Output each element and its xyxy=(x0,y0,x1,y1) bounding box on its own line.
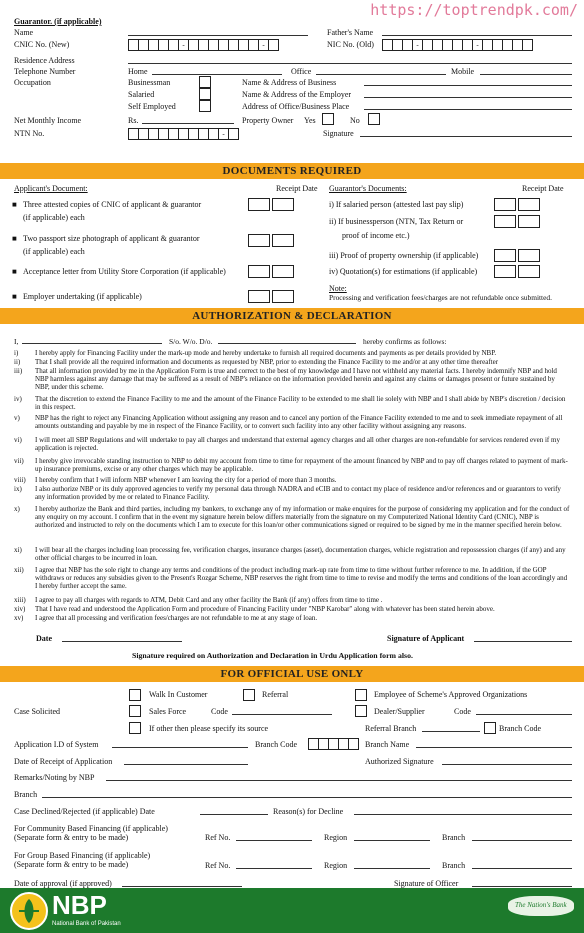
applicant-receipt-date-label: Receipt Date xyxy=(276,184,318,193)
salaried-label: Salaried xyxy=(128,90,155,99)
salaried-checkbox[interactable] xyxy=(199,88,211,100)
guarantor-doc-business: ii) If businessperson (NTN, Tax Return or xyxy=(329,217,464,226)
receipt-date-box[interactable] xyxy=(272,198,294,211)
bank-name: National Bank of Pakistan xyxy=(52,921,121,927)
name-label: Name xyxy=(14,28,34,37)
community-region-label: Region xyxy=(324,833,348,842)
intro-swd: S/o. W/o. D/o. xyxy=(169,337,213,346)
code-label: Code xyxy=(211,707,228,716)
clause-item: vi) I will meet all SBP Regulations and will undertake to pay all charges and understand that external agency charges and all other charges are non-refundable for services rendered even if my application is rejected. xyxy=(14,436,560,453)
clause-item: xiii) I agree to pay all charges with regards to ATM, Debit Card and any other facility the Bank (if any) offers from time to time . xyxy=(14,596,383,604)
sales-code-field[interactable] xyxy=(232,714,332,715)
nbp-logo: NBP xyxy=(52,890,107,920)
receipt-date-box[interactable] xyxy=(272,290,294,303)
receipt-date-box[interactable] xyxy=(494,265,516,278)
receipt-date-box[interactable] xyxy=(518,249,540,262)
official-use-header: FOR OFFICIAL USE ONLY xyxy=(0,666,584,682)
net-income-field[interactable] xyxy=(142,123,234,124)
branch-field[interactable] xyxy=(42,797,572,798)
bullet-icon: ■ xyxy=(12,234,17,243)
dealer-label: Dealer/Supplier xyxy=(374,707,425,716)
clause-item: x) I hereby authorize the Bank and third parties, including my bankers, to exchange any of my information or make enquires for the purpose of considering my application and for the conduct of any enquiry on my account. I confirm that in the event my signature herein below differs materially from the signature on my Computerized National Identity Card (CNIC), NBP is authorized and instructed to rely on the documents which I am to execute for this loan/or other communications signed or required to be signed by me in the manner specified herein below. xyxy=(14,505,570,530)
cnic-new-boxes[interactable]: - - xyxy=(128,39,278,51)
fathers-name-label: Father's Name xyxy=(327,28,374,37)
signature-label: Signature xyxy=(323,129,354,138)
ntn-label: NTN No. xyxy=(14,129,45,138)
intro-end: hereby confirms as follows: xyxy=(363,337,447,346)
clause-item: viii) I hereby confirm that I will inform NBP whenever I am leaving the city for a period of more than 3 months. xyxy=(14,476,337,484)
receipt-date-box[interactable] xyxy=(248,234,270,247)
branch-code-label: Branch Code xyxy=(499,724,541,733)
guarantor-receipt-date-label: Receipt Date xyxy=(522,184,564,193)
date-receipt-field[interactable] xyxy=(124,764,248,765)
clause-item: ii) That I shall provide all the required information and documents as requested by NBP, prior to extending the Finance Facility to me and/or at any other time thereafter xyxy=(14,358,499,366)
net-income-label: Net Monthly Income xyxy=(14,116,82,125)
community-label: For Community Based Financing (if applicable) xyxy=(14,824,168,833)
walk-in-label: Walk In Customer xyxy=(149,690,208,699)
declined-label: Case Declined/Rejected (if applicable) Date xyxy=(14,807,155,816)
branch-code2-label: Branch Code xyxy=(255,740,297,749)
branch-code-boxes[interactable] xyxy=(308,738,358,750)
bullet-icon: ■ xyxy=(12,200,17,209)
receipt-date-box[interactable] xyxy=(518,265,540,278)
signature-applicant-label: Signature of Applicant xyxy=(387,634,465,643)
applicant-docs-heading: Applicant's Document: xyxy=(14,184,88,193)
addr-office-field[interactable] xyxy=(364,109,572,110)
community-ref-field[interactable] xyxy=(236,840,312,841)
officer-signature-label: Signature of Officer xyxy=(394,879,459,888)
other-source-checkbox[interactable] xyxy=(129,722,141,734)
declined-date-field[interactable] xyxy=(200,814,268,815)
community-branch-field[interactable] xyxy=(472,840,572,841)
addr-employer-field[interactable] xyxy=(364,97,572,98)
clause-item: ix) I also authorize NBP or its duly approved agencies to verify my personal data through NADRA and eCIB and to contact my place of residence and/or references and or guarantors to verify any information provided by me or related to Finance Facility. xyxy=(14,485,561,502)
branch-name-field[interactable] xyxy=(416,747,572,748)
receipt-date-box[interactable] xyxy=(248,265,270,278)
receipt-date-box[interactable] xyxy=(494,198,516,211)
branch-code-checkbox[interactable] xyxy=(484,722,496,734)
branch-name-label: Branch Name xyxy=(365,740,410,749)
sales-force-checkbox[interactable] xyxy=(129,705,141,717)
watermark-url: https://toptrendpk.com/ xyxy=(370,1,578,19)
clause-item: v) NBP has the right to reject any Financing Application without assigning any reason and to cancel any portion of the Finance Facility extended to me and to seek immediate repayment of all amounts outstanding and payable by me in respect of the Finance Facility, or to convert such facility into any other facility without assigning any reasons. xyxy=(14,414,563,431)
dealer-checkbox[interactable] xyxy=(355,705,367,717)
receipt-date-box[interactable] xyxy=(248,290,270,303)
parent-name-field[interactable] xyxy=(218,343,356,344)
signature-field[interactable] xyxy=(360,136,572,137)
addr-office-label: Address of Office/Business Place xyxy=(242,102,350,111)
approval-date-label: Date of approval (if approved) xyxy=(14,879,112,888)
authorized-signature-field[interactable] xyxy=(442,764,572,765)
community-branch-label: Branch xyxy=(442,833,466,842)
receipt-date-box[interactable] xyxy=(518,198,540,211)
community-ref-label: Ref No. xyxy=(205,833,231,842)
signature-applicant-field[interactable] xyxy=(474,641,572,642)
date-field[interactable] xyxy=(62,641,182,642)
telephone-label: Telephone Number xyxy=(14,67,76,76)
clause-item: vii) I hereby give irrevocable standing instruction to NBP to debit my account from time to time for repayment of the amount financed by NBP and to pay off charges related to payment of mark-up insurance premiums, excise or any other charges which may be applicable. xyxy=(14,457,568,474)
office-phone-field[interactable] xyxy=(316,74,446,75)
mobile-field[interactable] xyxy=(480,74,572,75)
self-employed-label: Self Employed xyxy=(128,102,176,111)
app-id-field[interactable] xyxy=(112,747,248,748)
self-employed-checkbox[interactable] xyxy=(199,100,211,112)
applicant-doc-cnic: Three attested copies of CNIC of applicant & guarantor xyxy=(23,200,202,209)
rs-label: Rs. xyxy=(128,116,139,125)
intro-i: I, xyxy=(14,337,19,346)
nic-old-label: NIC No. (Old) xyxy=(327,40,374,49)
group-branch-field[interactable] xyxy=(472,868,572,869)
residence-label: Residence Address xyxy=(14,56,75,65)
name-field[interactable] xyxy=(128,35,308,36)
remarks-label: Remarks/Noting by NBP xyxy=(14,773,95,782)
referral-checkbox[interactable] xyxy=(243,689,255,701)
applicant-doc-undertaking: Employer undertaking (if applicable) xyxy=(23,292,142,301)
receipt-date-box[interactable] xyxy=(494,215,516,228)
tagline: The Nation's Bank xyxy=(515,901,567,909)
nbp-emblem-icon xyxy=(10,892,48,930)
group-region-field[interactable] xyxy=(354,868,430,869)
authorization-header: AUTHORIZATION & DECLARATION xyxy=(0,308,584,324)
fathers-name-field[interactable] xyxy=(382,35,572,36)
note-label: Note: xyxy=(329,284,347,293)
group-region-label: Region xyxy=(324,861,348,870)
property-yes-checkbox[interactable] xyxy=(322,113,334,125)
guarantor-doc-salaried: i) If salaried person (attested last pay slip) xyxy=(329,200,464,209)
property-no-checkbox[interactable] xyxy=(368,113,380,125)
bullet-icon: ■ xyxy=(12,267,17,276)
reasons-label: Reason(s) for Decline xyxy=(273,807,344,816)
home-label: Home xyxy=(128,67,148,76)
ntn-boxes[interactable]: - xyxy=(128,128,238,140)
guarantor-docs-heading: Guarantor's Documents: xyxy=(329,184,407,193)
approval-date-field[interactable] xyxy=(122,886,242,887)
clause-item: iv) That the discretion to extend the Finance Facility to me and the amount of the Finance Facility to be extended to me shall lie solely with NBP and I shall abide by NBP's discretion / decision in this respect. xyxy=(14,395,566,412)
officer-signature-field[interactable] xyxy=(472,886,572,887)
dealer-code-label: Code xyxy=(454,707,471,716)
clause-item: xiv) That I have read and understood the Application Form and procedure of Financing Facility under "NBP Karobar" along with whatever has been stated herein above. xyxy=(14,605,495,613)
applicant-doc-acceptance: Acceptance letter from Utility Store Corporation (if applicable) xyxy=(23,267,226,276)
addr-business-field[interactable] xyxy=(364,85,572,86)
applicant-doc-cnic-cont: (if applicable) each xyxy=(23,213,85,222)
nic-old-boxes[interactable]: - - xyxy=(382,39,532,51)
group-note: (Separate form & entry to be made) xyxy=(14,860,129,869)
documents-required-header: DOCUMENTS REQUIRED xyxy=(0,163,584,179)
property-no-label: No xyxy=(350,116,360,125)
home-phone-field[interactable] xyxy=(152,74,282,75)
reasons-field[interactable] xyxy=(354,814,572,815)
clause-item: i) I hereby apply for Financing Facility under the mark-up mode and hereby undertake to furnish all required documents and payments as per details provided by NBP. xyxy=(14,349,497,357)
referral-branch-label: Referral Branch xyxy=(365,724,417,733)
office-label: Office xyxy=(291,67,312,76)
group-label: For Group Based Financing (if applicable) xyxy=(14,851,151,860)
guarantor-doc-business-cont: proof of income etc.) xyxy=(342,231,410,240)
dealer-code-field[interactable] xyxy=(476,714,572,715)
bullet-icon: ■ xyxy=(12,292,17,301)
receipt-date-box[interactable] xyxy=(272,265,294,278)
occupation-label: Occupation xyxy=(14,78,51,87)
clause-item: iii) That all information provided by me in the Application Form is true and correct to the best of my knowledge and I have not withheld any material facts. I hereby indemnify NBP and hold NBP harmless against any damage that may be suffered as a result of NBP's reliance on the information provided herein and against any claims or damages present or future sustained by NBP, under this scheme. xyxy=(14,367,557,392)
date-label: Date xyxy=(36,634,52,643)
applicant-doc-photo-cont: (if applicable) each xyxy=(23,247,85,256)
property-owner-label: Property Owner xyxy=(242,116,294,125)
employee-checkbox[interactable] xyxy=(355,689,367,701)
branch-label: Branch xyxy=(14,790,38,799)
authorized-signature-label: Authorized Signature xyxy=(365,757,434,766)
clause-item: xii) I agree that NBP has the sole right to change any terms and conditions of the product including mark-up rate from time to time without further reference to me. In addition, if the GOP withdraws or reduces any subsidies given to the Present's Rozgar Scheme, NBP reserves the right from time to time to revise and modify the terms and conditions of the loan accordingly and I hereby further accept the same. xyxy=(14,566,568,591)
receipt-date-box[interactable] xyxy=(518,215,540,228)
community-region-field[interactable] xyxy=(354,840,430,841)
guarantor-doc-quotation: iv) Quotation(s) for estimations (if applicable) xyxy=(329,267,478,276)
employee-label: Employee of Scheme's Approved Organizations xyxy=(374,690,528,699)
businessman-label: Businessman xyxy=(128,78,171,87)
businessman-checkbox[interactable] xyxy=(199,76,211,88)
case-solicited-label: Case Solicited xyxy=(14,707,60,716)
receipt-date-box[interactable] xyxy=(272,234,294,247)
urdu-note: Signature required on Authorization and Declaration in Urdu Application form also. xyxy=(132,651,413,660)
date-receipt-label: Date of Receipt of Application xyxy=(14,757,113,766)
clause-item: xi) I will bear all the charges including loan processing fee, verification charges, insurance charges (asset), documentation charges, vehicle registration and repossession charges (if any) and any other official charges to be incurred in loan. xyxy=(14,546,566,563)
cnic-new-label: CNIC No. (New) xyxy=(14,40,70,49)
community-note: (Separate form & entry to be made) xyxy=(14,833,129,842)
referral-label: Referral xyxy=(262,690,289,699)
referral-branch-field[interactable] xyxy=(422,731,480,732)
walk-in-checkbox[interactable] xyxy=(129,689,141,701)
group-branch-label: Branch xyxy=(442,861,466,870)
receipt-date-box[interactable] xyxy=(494,249,516,262)
group-ref-label: Ref No. xyxy=(205,861,231,870)
applicant-name-field[interactable] xyxy=(22,343,162,344)
applicant-doc-photo: Two passport size photograph of applicant & guarantor xyxy=(23,234,200,243)
footer-bar xyxy=(0,888,584,933)
remarks-field[interactable] xyxy=(106,780,572,781)
group-ref-field[interactable] xyxy=(236,868,312,869)
property-yes-label: Yes xyxy=(304,116,316,125)
sales-force-label: Sales Force xyxy=(149,707,187,716)
guarantor-heading: Guarantor. (if applicable) xyxy=(14,17,102,26)
mobile-label: Mobile xyxy=(451,67,475,76)
app-id-label: Application I.D of System xyxy=(14,740,99,749)
receipt-date-box[interactable] xyxy=(248,198,270,211)
other-source-label: If other then please specify its source xyxy=(149,724,269,733)
addr-employer-label: Name & Address of the Employer xyxy=(242,90,352,99)
clause-item: xv) I agree that all processing and verification fees/charges are not refundable to me at any stage of loan. xyxy=(14,614,318,622)
addr-business-label: Name & Address of Business xyxy=(242,78,337,87)
guarantor-doc-property: iii) Proof of property ownership (if applicable) xyxy=(329,251,479,260)
residence-field[interactable] xyxy=(128,63,572,64)
note-text: Processing and verification fees/charges are not refundable once submitted. xyxy=(329,293,552,302)
